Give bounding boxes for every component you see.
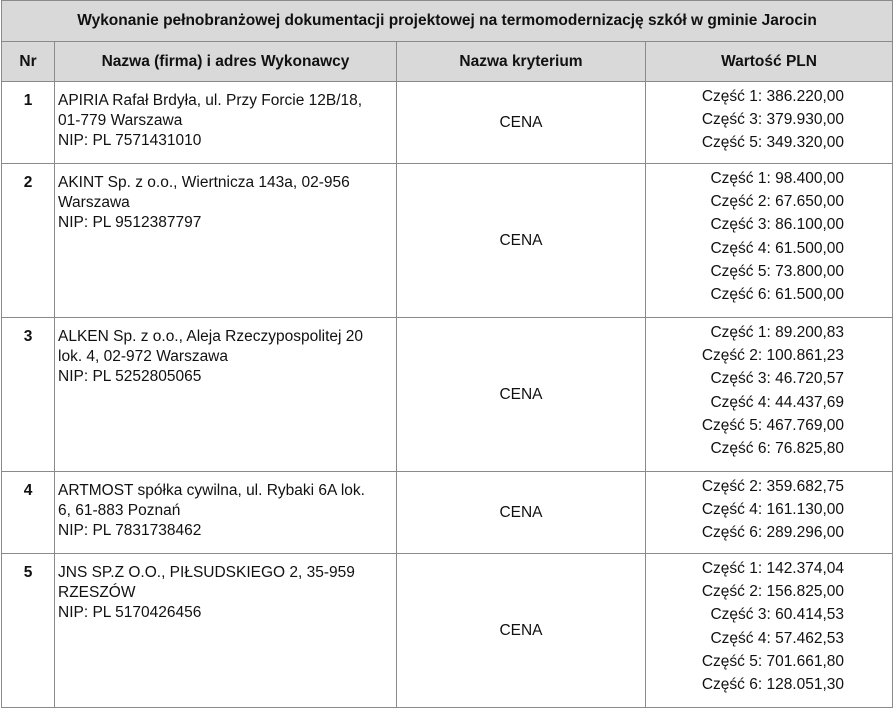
row-values — [646, 164, 893, 318]
row-criterion: CENA — [397, 164, 646, 318]
firm-line: NIP: PL 7571431010 — [58, 132, 202, 149]
value-line: Część 3: 46.720,57 — [710, 370, 845, 388]
table-row — [2, 164, 893, 318]
row-firm — [55, 82, 397, 164]
value-line: Część 3: 86.100,00 — [710, 216, 845, 234]
table-row — [2, 472, 893, 554]
value-line: Część 5: 73.800,00 — [710, 262, 845, 280]
row-nr: 3 — [2, 318, 55, 472]
col-header-nr: Nr — [2, 42, 55, 82]
firm-line: NIP: PL 5170426456 — [58, 604, 202, 621]
col-header-criterion: Nazwa kryterium — [397, 42, 646, 82]
table-row — [2, 82, 893, 164]
table-row — [2, 318, 893, 472]
value-line: Część 1: 89.200,83 — [710, 324, 845, 341]
row-values — [646, 472, 893, 554]
row-nr: 2 — [2, 164, 55, 318]
offers-table — [1, 0, 893, 708]
firm-line: 6, 61-883 Poznań — [58, 502, 181, 519]
row-criterion: CENA — [397, 554, 646, 708]
value-line: Część 4: 61.500,00 — [710, 239, 845, 257]
row-values — [646, 554, 893, 708]
value-line: Część 5: 349.320,00 — [701, 134, 845, 152]
row-values — [646, 82, 893, 164]
firm-line: lok. 4, 02-972 Warszawa — [58, 348, 229, 365]
value-line: Część 5: 467.769,00 — [701, 416, 845, 434]
value-line: Część 2: 359.682,75 — [701, 478, 845, 495]
value-line: Część 2: 67.650,00 — [710, 193, 845, 211]
table-row — [2, 554, 893, 708]
firm-line: ARTMOST spółka cywilna, ul. Rybaki 6A lok. — [58, 482, 365, 499]
row-values — [646, 318, 893, 472]
row-nr: 5 — [2, 554, 55, 708]
col-header-firm: Nazwa (firma) i adres Wykonawcy — [55, 42, 397, 82]
value-line: Część 4: 161.130,00 — [701, 501, 845, 519]
value-line: Część 2: 156.825,00 — [701, 583, 845, 601]
row-firm — [55, 318, 397, 472]
value-line: Część 5: 701.661,80 — [701, 652, 845, 670]
firm-line: JNS SP.Z O.O., PIŁSUDSKIEGO 2, 35-959 — [58, 564, 355, 581]
firm-line: NIP: PL 9512387797 — [58, 214, 202, 231]
row-nr: 4 — [2, 472, 55, 554]
firm-line: Warszawa — [58, 194, 130, 211]
table-title: Wykonanie pełnobranżowej dokumentacji projektowej na termomodernizację szkół w gminie Jarocin — [2, 1, 893, 42]
row-firm — [55, 164, 397, 318]
value-line: Część 4: 57.462,53 — [710, 629, 845, 647]
firm-line: 01-779 Warszawa — [58, 112, 183, 129]
firm-line: ALKEN Sp. z o.o., Aleja Rzeczypospolitej 20 — [58, 328, 363, 345]
firm-line: APIRIA Rafał Brdyła, ul. Przy Forcie 12B/18, — [58, 92, 363, 109]
value-line: Część 3: 379.930,00 — [701, 111, 845, 129]
firm-line: NIP: PL 5252805065 — [58, 368, 202, 385]
firm-line: RZESZÓW — [58, 584, 136, 601]
row-criterion: CENA — [397, 82, 646, 164]
value-line: Część 1: 142.374,04 — [701, 560, 845, 577]
header-row — [2, 42, 893, 82]
value-line: Część 6: 128.051,30 — [701, 676, 845, 694]
col-header-value: Wartość PLN — [646, 42, 893, 82]
row-firm — [55, 472, 397, 554]
row-firm — [55, 554, 397, 708]
value-line: Część 6: 289.296,00 — [701, 524, 845, 542]
value-line: Część 1: 98.400,00 — [710, 170, 845, 187]
row-criterion: CENA — [397, 472, 646, 554]
row-nr: 1 — [2, 82, 55, 164]
value-line: Część 3: 60.414,53 — [710, 606, 845, 624]
row-criterion: CENA — [397, 318, 646, 472]
value-line: Część 6: 76.825,80 — [710, 440, 845, 458]
value-line: Część 6: 61.500,00 — [710, 286, 845, 304]
value-line: Część 4: 44.437,69 — [710, 393, 845, 411]
value-line: Część 1: 386.220,00 — [701, 88, 845, 105]
firm-line: AKINT Sp. z o.o., Wiertnicza 143a, 02-956 — [58, 174, 350, 191]
firm-line: NIP: PL 7831738462 — [58, 522, 202, 539]
value-line: Część 2: 100.861,23 — [701, 347, 845, 365]
